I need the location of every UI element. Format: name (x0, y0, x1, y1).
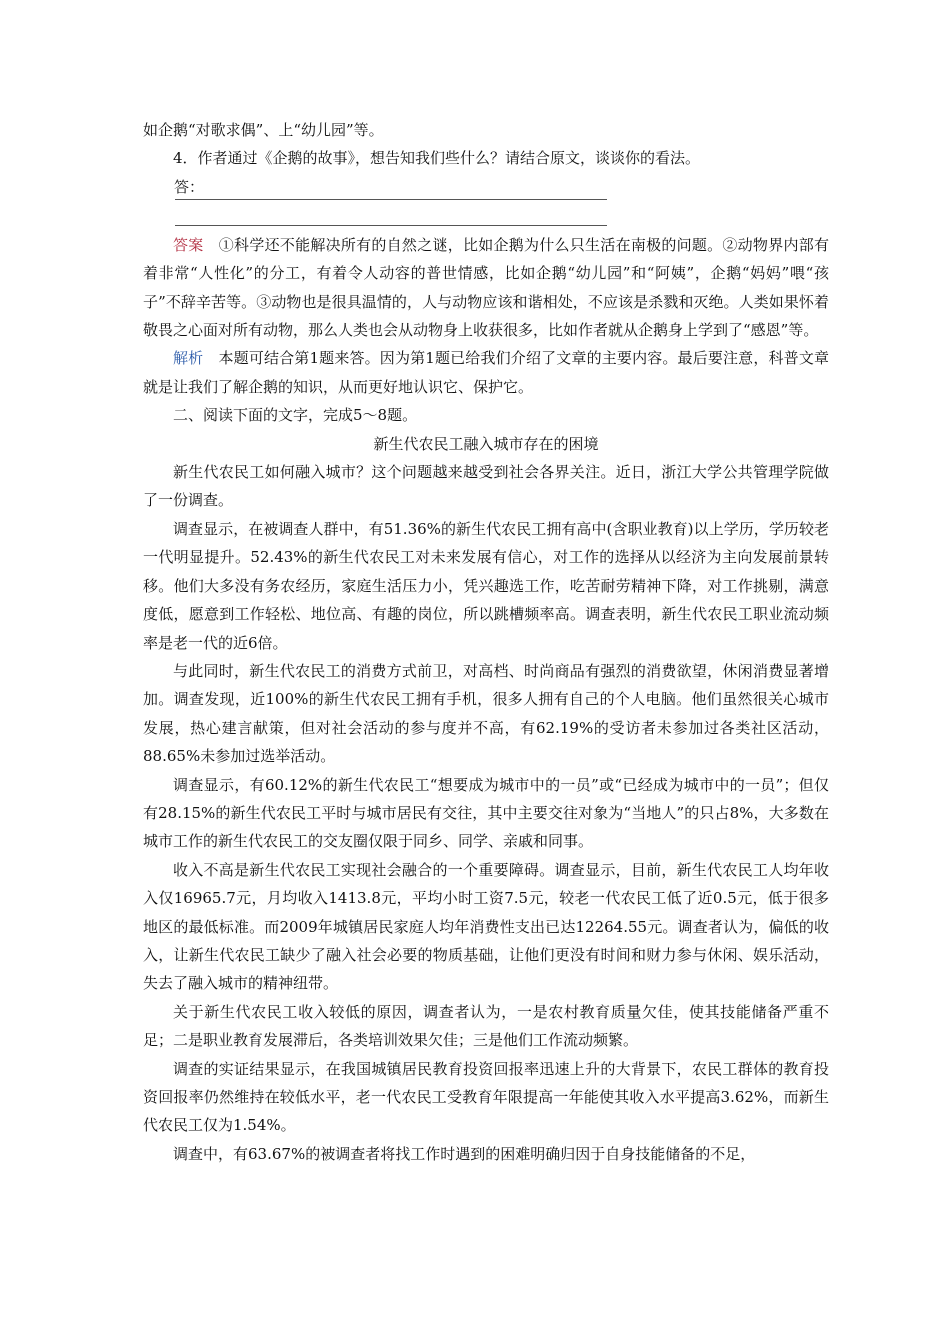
analysis-paragraph (143, 344, 829, 401)
article-title: 新生代农民工融入城市存在的困境 (373, 434, 599, 453)
answer-label: 答： (174, 177, 205, 196)
intro-tail-paragraph: 如企鹅“对歌求偶”、上“幼儿园”等。 (143, 121, 384, 139)
analysis-text: 本题可结合第1题来答。因为第1题已给我们介绍了文章的主要内容。最后要注意，科普文章就是让我们了解企鹅的知识，从而更好地认识它、保护它。 (143, 349, 829, 396)
question-4: 4．作者通过《企鹅的故事》，想告知我们些什么？请结合原文，谈谈你的看法。 (173, 149, 701, 168)
answer-rule-2 (175, 225, 607, 226)
document-page (143, 116, 829, 1168)
section-2-heading: 二、阅读下面的文字，完成5～8题。 (173, 406, 418, 425)
article-paragraph: 调查的实证结果显示，在我国城镇居民教育投资回报率迅速上升的大背景下，农民工群体的教育投资回报率仍然维持在较低水平，老一代农民工受教育年限提高一年能使其收入水平提高3.62%，而新生代农民工仅为1.54%。 (143, 1059, 829, 1135)
article-paragraph: 关于新生代农民工收入较低的原因，调查者认为，一是农村教育质量欠佳，使其技能储备严重不足；二是职业教育发展滞后，各类培训效果欠佳；三是他们工作流动频繁。 (143, 1002, 829, 1050)
analysis-tag: 解析 (173, 349, 204, 368)
article-paragraph: 调查显示，在被调查人群中，有51.36%的新生代农民工拥有高中(含职业教育)以上学历，学历较老一代明显提升。52.43%的新生代农民工对未来发展有信心，对工作的选择从以经济为主向发展前景转移。他们大多没有务农经历，家庭生活压力小，凭兴趣选工作，吃苦耐劳精神下降，对工作挑剔，满意度低，愿意到工作轻松、地位高、有趣的岗位，所以跳槽频率高。调查表明，新生代农民工职业流动频率是老一代的近6倍。 (143, 519, 829, 652)
article-paragraph: 收入不高是新生代农民工实现社会融合的一个重要障碍。调查显示，目前，新生代农民工人均年收入仅16965.7元，月均收入1413.8元，平均小时工资7.5元，较老一代农民工低了近0.5元，低于很多地区的最低标准。而2009年城镇居民家庭人均年消费性支出已达12264.55元。调查者认为，偏低的收入，让新生代农民工缺少了融入社会必要的物质基础，让他们更没有时间和财力参与休闲、娱乐活动，失去了融入城市的精神纽带。 (143, 860, 829, 993)
article-paragraph: 调查显示，有60.12%的新生代农民工“想要成为城市中的一员”或“已经成为城市中的一员”；但仅有28.15%的新生代农民工平时与城市居民有交往，其中主要交往对象为“当地人”的只占8%，大多数在城市工作的新生代农民工的交友圈仅限于同乡、同学、亲戚和同事。 (143, 775, 829, 851)
answer-blank[interactable] (143, 173, 829, 231)
article-paragraph: 与此同时，新生代农民工的消费方式前卫，对高档、时尚商品有强烈的消费欲望，休闲消费显著增加。调查发现，近100%的新生代农民工拥有手机，很多人拥有自己的个人电脑。他们虽然很关心城市发展，热心建言献策，但对社会活动的参与度并不高，有62.19%的受访者未参加过各类社区活动，88.65%未参加过选举活动。 (143, 661, 829, 766)
answer-tag: 答案 (173, 235, 204, 254)
answer-rule-1 (175, 199, 607, 200)
answer-paragraph (143, 231, 829, 345)
article-paragraph: 新生代农民工如何融入城市？这个问题越来越受到社会各界关注。近日，浙江大学公共管理学院做了一份调查。 (143, 463, 829, 510)
article-paragraph: 调查中，有63.67%的被调查者将找工作时遇到的困难明确归因于自身技能储备的不足， (173, 1144, 756, 1163)
answer-text: ①科学还不能解决所有的自然之谜，比如企鹅为什么只生活在南极的问题。②动物界内部有着非常“人性化”的分工，有着令人动容的普世情感，比如企鹅“幼儿园”和“阿姨”，企鹅“妈妈”喂“孩子”不辞辛苦等。③动物也是很具温情的，人与动物应该和谐相处，不应该是杀戮和灭绝。人类如果怀着敬畏之心面对所有动物，那么人类也会从动物身上收获很多，比如作者就从企鹅身上学到了“感恩”等。 (143, 235, 829, 340)
